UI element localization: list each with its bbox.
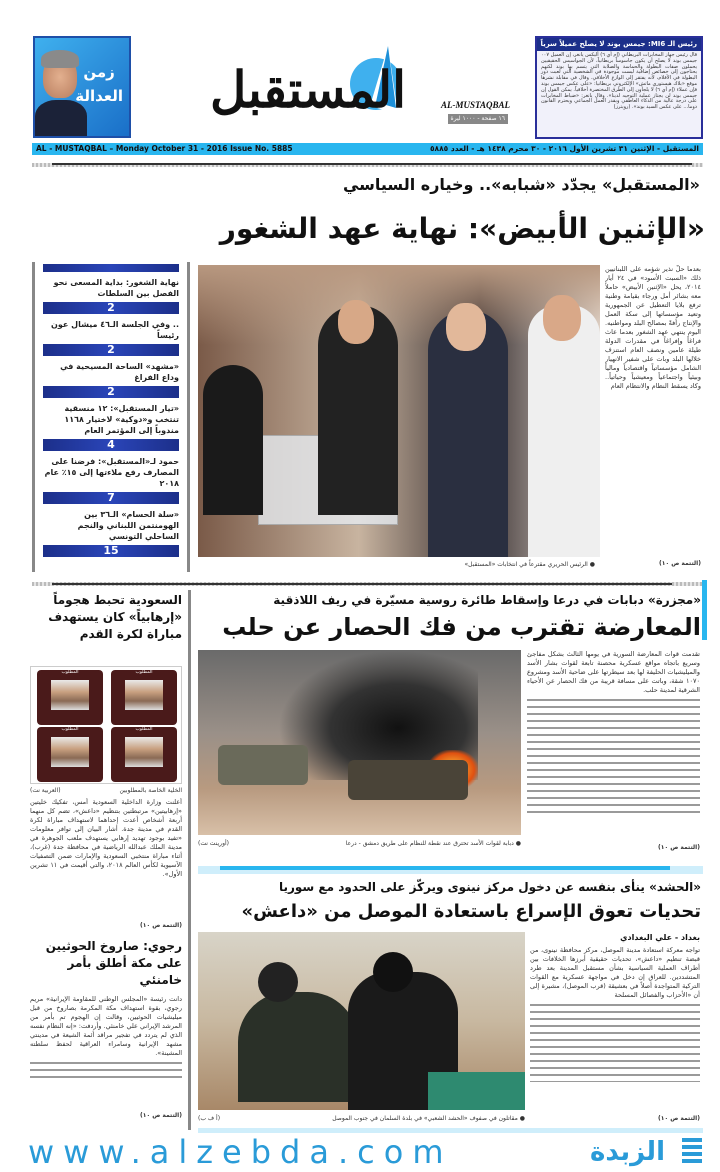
teaser-page: 7 <box>43 492 179 504</box>
suspect-card <box>37 670 103 725</box>
hariri-box <box>33 36 131 138</box>
watermark-logo-lines-icon <box>682 1138 702 1166</box>
aleppo-photo-caption: ● دبابة لقوات الأسد تحترق عند نقطة للنظام على طريق دمشق - درعا (أورينت نت) <box>198 840 521 847</box>
mosul-photo-caption: ● مقاتلون في صفوف «الحشد الشعبي» في بلدة السلمان في جنوب الموصل (أ ف ب) <box>198 1115 525 1122</box>
saudi-continued[interactable]: (التتمة ص ١٠) <box>140 922 182 929</box>
mosul-photo-credit: (أ ف ب) <box>198 1115 221 1122</box>
mi6-box <box>535 36 703 139</box>
logo-arabic: المستقبل <box>210 60 406 119</box>
teaser-page: 4 <box>43 439 179 451</box>
watermark-url: www.alzebda.com <box>28 1133 453 1171</box>
lead-kicker: «المستقبل» يجدّد «شبابه».. وخياره السياسي <box>342 175 700 194</box>
dateline-bar <box>32 143 703 155</box>
teaser-top-bar <box>43 264 179 272</box>
lead-continued[interactable]: (التتمة ص ١٠) <box>659 560 701 567</box>
mosul-photo <box>198 932 525 1110</box>
divider <box>52 583 672 585</box>
teaser-item[interactable] <box>43 277 179 314</box>
section-bar <box>220 866 670 870</box>
teaser-page: 2 <box>43 386 179 398</box>
dateline-arabic: المستقبل - الإثنين ٣١ تشرين الأول ٢٠١٦ - ٣٠ محرم ١٤٣٨ هـ - العدد ٥٨٨٥ <box>429 144 699 153</box>
teaser-title: «مشهد» الساحة المسيحية في وداع الفراغ <box>60 362 179 382</box>
suspect-label: المطلوب <box>61 670 79 675</box>
suspect-card <box>37 727 103 782</box>
aleppo-photo-credit: (أورينت نت) <box>198 840 229 847</box>
mosul-caption-text: مقاتلون في صفوف «الحشد الشعبي» في بلدة السلمان في جنوب الموصل <box>332 1115 518 1122</box>
lead-body-text: بعدما حلّ نذير شؤمه على اللبنانيين ذلك «السبت الأسود» في ٢٤ أيار ٢٠١٤، يحل «الإثنين الأبيض» حاملاً معه بشائر أمل ورجاء بقيامة وطنية ترفع بلايا التعطيل عن الجمهورية وتعيد مؤسساتها إلى سكة العمل والإنتاج رأفةً بمصالح البلد ومواطنيه. اليوم ينتهي عهد الشغور بعدما عاث فراغاً وإفراغاً في مقدرات الدولة طيلة عامين ونصف العام استنزف خلالها البلد وبات على شفير الانهيار الشامل مؤسساتياً واقتصادياً ومالياً وبيئياً واجتماعياً ومعيشياً وحياتياً.. وكاد يسقط النظام والانتظام العام <box>605 265 701 390</box>
houthi-body <box>30 995 182 1107</box>
teaser-title: حمود لـ«المستقبل»: فرضنا على المصارف رفع ملاءتها إلى ١٥٪ عام ٢٠١٨ <box>44 457 179 488</box>
aleppo-body-text: تقدمت قوات المعارضة السورية في يومها الثالث بشكل مفاجئ وسريع باتجاه مواقع عسكرية محصنة تابعة لقوات بشار الأسد والميليشيات الحليفة لها بعد سيطرتها على ضاحية الأسد ومشروع ١٠٧٠ شقة، وباتت على مسافة قريبة من فك الحصار عن الأحياء الشرقية لمدينة حلب. <box>527 650 700 694</box>
aleppo-headline: المعارضة تقترب من فك الحصار عن حلب <box>222 613 701 641</box>
lead-body <box>605 265 701 555</box>
teaser-item[interactable] <box>43 319 179 356</box>
watermark-logo <box>590 1134 702 1170</box>
column-divider <box>188 590 191 1130</box>
divider <box>52 163 692 165</box>
newspaper-logo <box>210 40 510 140</box>
hariri-box-line2: العدالة <box>75 87 123 105</box>
teaser-title: نهاية الشغور: بداية المسعى نحو الفصل بين السلطات <box>53 278 179 298</box>
aleppo-caption-text: دبابة لقوات الأسد تحترق عند نقطة للنظام على طريق دمشق - درعا <box>345 840 514 847</box>
saudi-headline: السعودية تحبط هجوماً «إرهابياً» كان يستهدف مباراة لكرة القدم <box>48 593 182 641</box>
suspect-card <box>111 670 177 725</box>
mosul-body <box>530 946 700 1110</box>
houthi-headline: رجوي: صاروخ الحوثيين على مكة أطلق بأمر خامنئي <box>45 939 182 987</box>
teaser-item[interactable] <box>43 509 179 557</box>
logo-latin: AL-MUSTAQBAL <box>440 100 510 110</box>
saudi-body: أعلنت وزارة الداخلية السعودية أمس، تفكيك خليتين «إرهابيتين» مرتبطتين بتنظيم «داعش»، تضم كل منهما أربعة أشخاص أعدت إحداهما لاستهداف مباراة لكرة القدم في مدينة جدة. أشار البيان إلى توافر معلومات «تفيد بوجود تهديد إرهابي يستهدف ملعب الجوهرة في مدينة الملك عبدالله الرياضية في محافظة جدة (غرب)، أثناء مباراة منتخبي السعودية والإمارات ضمن التصفيات الآسيوية لكأس العالم ٢٠١٨، والتي أقيمت في ١١ تشرين الأول». <box>30 798 182 878</box>
suspect-label: المطلوب <box>135 670 153 675</box>
mi6-box-title: رئيس الـ MI6: جيمس بوند لا يصلح عميلاً سرياً <box>537 38 701 51</box>
edge-accent <box>702 580 707 640</box>
suspects-photo <box>30 666 182 784</box>
mosul-kicker: «الحشد» ينأى بنفسه عن دخول مركز نينوى ويركّز على الحدود مع سوريا <box>278 880 701 894</box>
houthi-continued[interactable]: (التتمة ص ١٠) <box>140 1112 182 1119</box>
suspect-label: المطلوب <box>135 727 153 732</box>
teaser-item[interactable] <box>43 403 179 451</box>
price-label: ١٦ صفحة - ١٠٠٠ ليرة <box>448 114 508 124</box>
teaser-title: «تيار المستقبل»: ١٢ منسقية تنتخب و«دوكية» لاختيار ١١٦٨ مندوباً إلى المؤتمر العام <box>64 404 179 435</box>
aleppo-photo <box>198 650 521 835</box>
watermark-logo-text: الزبدة <box>590 1137 665 1167</box>
suspect-card <box>111 727 177 782</box>
lead-photo-caption-text: الرئيس الحريري مقترعاً في انتخابات «المستقبل» <box>464 561 588 568</box>
mosul-continued[interactable]: (التتمة ص ١٠) <box>658 1115 700 1122</box>
teaser-page: 2 <box>43 344 179 356</box>
hariri-box-line1: زمن <box>83 63 115 81</box>
saudi-caption-text: الخلية الخاصة بالمطلوبين <box>119 787 182 794</box>
teaser-title: «سلة الحسام» الـ٣٦ بين الهومنتمن اللبناني والنجم الساحلي التونسي <box>77 510 179 541</box>
mi6-box-text: قال رئيس جهاز المخابرات البريطاني (إم أي ٦) أليكس يانغر، إن العميل ٠٠٧ جيمس بوند لا يصلح أن يكون جاسوساً بريطانياً، لأن الجواسيس الحقيقيين يحملون صفات البطولة والحماسة والصلابة التي يتسم بها بوند لكنهم يحتاجون إلى خصائص إضافية ليست موجودة في الشخصية التي لعبت دور البطولة في الأفلام، لأنه يفتقر إلى الوازع الأخلاقي. وقال في مقابلة نشرها موقع «بلاك هيستوري ماتش» الإلكتروني بريطانيا: «على عكس جيمس بوند فإن عملاء (إم أي ٦) لا يلجأون إلى الطرق المختصرة أخلاقياً. يمكن القول إن جيمس بوند لن يجتاز عملية التوجيه لدينا». وقال يانغر: «ضباط المخابرات على درجة عالية من الذكاء العاطفي ويقدر العمل الجماعي ويحترم القانون دوما... على عكس السيد بوند». (رويترز) <box>541 52 697 111</box>
teaser-item[interactable] <box>43 456 179 504</box>
saudi-photo-caption <box>30 787 182 795</box>
dateline-english: AL - MUSTAQBAL – Monday October 31 - 2016 Issue No. 5885 <box>36 144 293 153</box>
aleppo-continued[interactable]: (التتمة ص ١٠) <box>658 844 700 851</box>
aleppo-body <box>527 650 700 838</box>
teaser-page: 15 <box>43 545 179 557</box>
lead-headline: «الإثنين الأبيض»: نهاية عهد الشغور <box>219 212 705 245</box>
suspect-label: المطلوب <box>61 727 79 732</box>
lead-photo-caption: ● الرئيس الحريري مقترعاً في انتخابات «المستقبل» <box>464 561 595 568</box>
teaser-item[interactable] <box>43 361 179 398</box>
teaser-column <box>32 262 190 572</box>
lead-photo <box>198 265 600 557</box>
teaser-page: 2 <box>43 302 179 314</box>
teaser-title: .. وفي الجلسة الـ٤٦ ميشال عون رئيساً <box>51 320 179 340</box>
mosul-headline: تحديات تعوق الإسراع باستعادة الموصل من «داعش» <box>241 901 701 922</box>
mosul-byline: بغداد - علي البغدادي <box>620 933 700 942</box>
houthi-body-text: دانت رئيسة «المجلس الوطني للمقاومة الإيرانية» مريم رجوي، بقوة استهداف مكة المكرمة بصاروخ من قبل ميليشيات الحوثيين، وقالت إن الهجوم تم بأمر من المرشد الإيراني علي خامنئي. وأردفت: «إنه النظام نفسه الذي لم يتردد في تفجير مراقد أئمة الشيعة في مدينتي مشهد الإيرانية وسامراء العراقية لحفظ سلطته المشينة». <box>30 995 182 1057</box>
saudi-photo-credit: (العربية نت) <box>30 787 61 794</box>
aleppo-kicker: «مجزرة» دبابات في درعا وإسقاط طائرة روسية مسيّرة في ريف اللاذقية <box>273 593 701 607</box>
mosul-body-text: تواجه معركة استعادة مدينة الموصل، مركز محافظة نينوى، من قبضة تنظيم «داعش»، تحديات حقيقية أبرزها الخلافات بين أطراف العملية السياسية بشأن مستقبل المدينة بعد طرد المتشددين. للعراق إن دخل في مواجهة عسكرية مع القوات التركية المتواجدة أصلاً في بعشيقة (قرب الموصل)، مشيرة إلى أن «الأحزاب والفصائل المسلحة <box>530 946 700 999</box>
